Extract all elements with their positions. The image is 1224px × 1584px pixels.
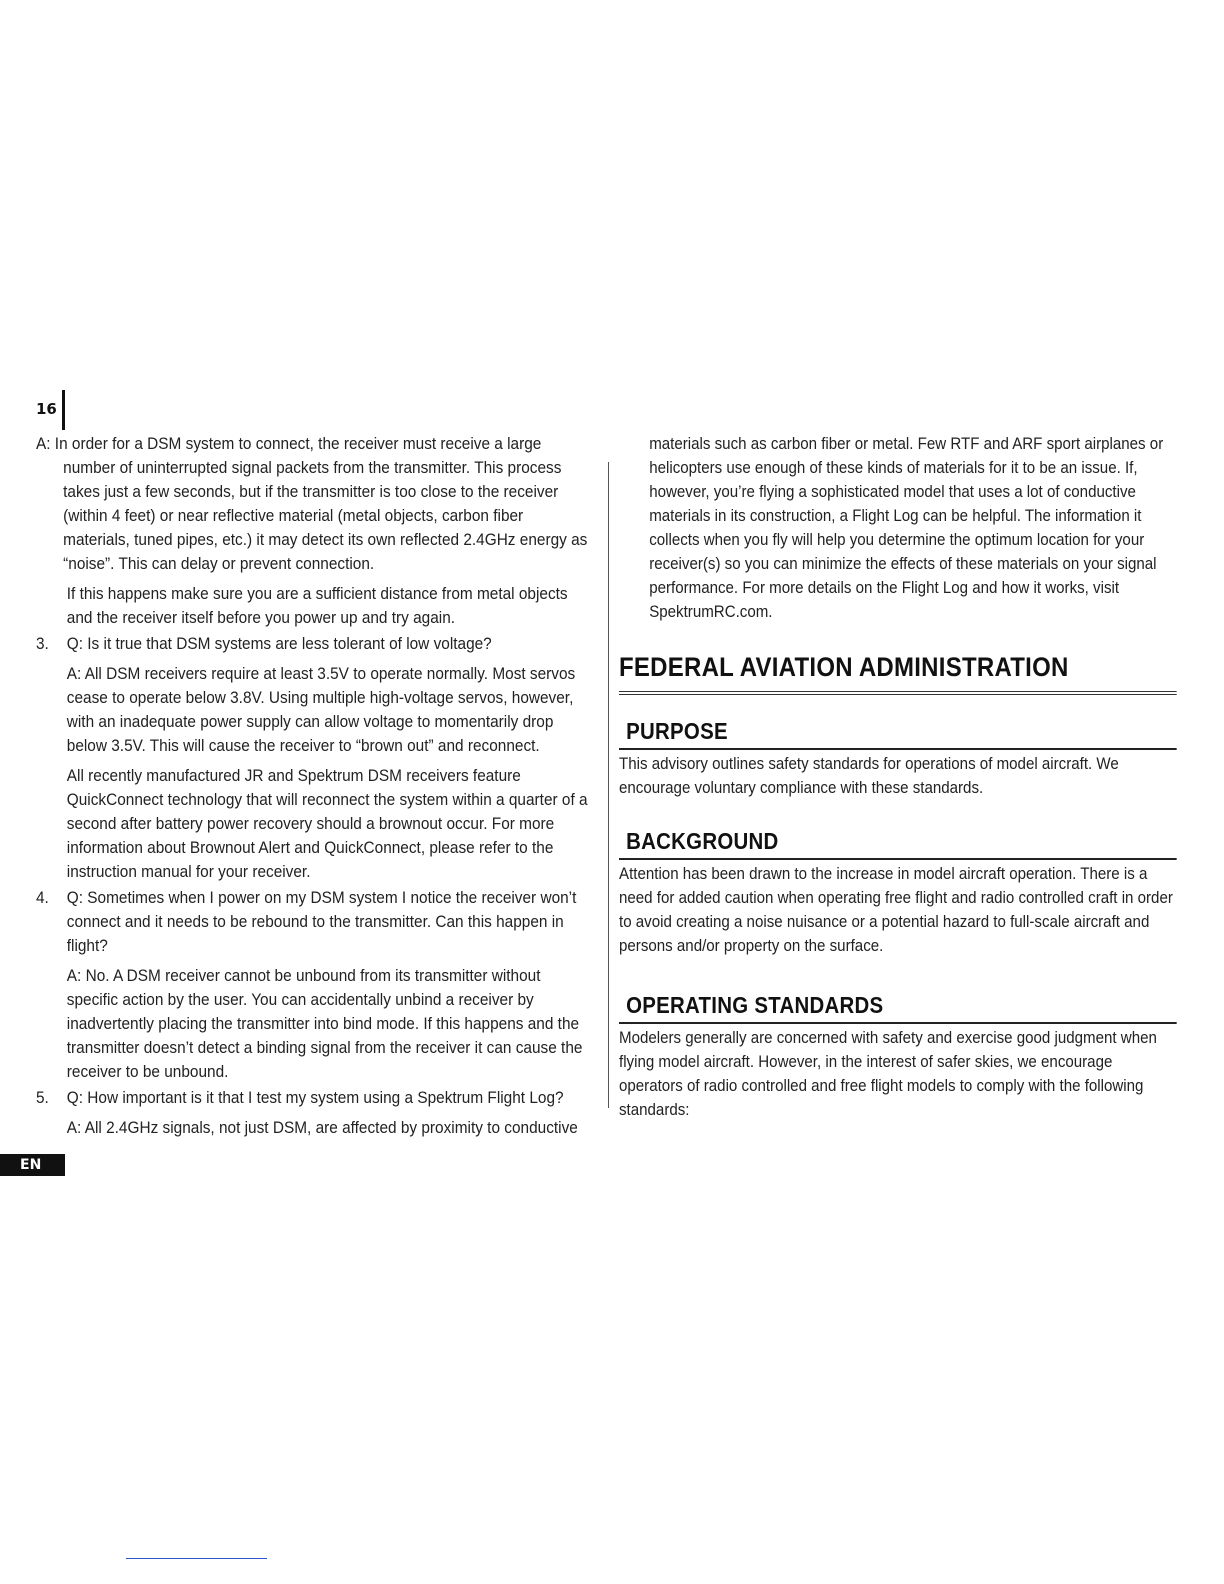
footer-link-underline bbox=[126, 1558, 267, 1559]
faq-question-4 bbox=[36, 886, 590, 958]
operating-standards-body: Modelers generally are concerned with safety and exercise good judgment when flying model aircraft. However, in the interest of safer skies, we encourage operators of radio controlled and free flight models to comply with the following standards: bbox=[619, 1028, 1157, 1119]
faq-question-text-5: Q: How important is it that I test my system using a Spektrum Flight Log? bbox=[66, 1088, 564, 1107]
left-column bbox=[36, 432, 590, 1140]
faq-answer-extra-3: All recently manufactured JR and Spektrum DSM receivers feature QuickConnect technology that will reconnect the system within a quarter of a second after battery power recovery should a brownout occur. For more information about Brownout Alert and QuickConnect, please refer to the instruction manual for your receiver. bbox=[66, 766, 588, 881]
purpose-heading: PURPOSE bbox=[619, 716, 1177, 750]
faa-heading: FEDERAL AVIATION ADMINISTRATION bbox=[619, 650, 1177, 692]
background-heading: BACKGROUND bbox=[619, 826, 1177, 860]
answer-intro: A: In order for a DSM system to connect, the receiver must receive a large number of uninterrupted signal packets from the transmitter. This process takes just a few seconds, but if the transmitter is too close to the receiver (within 4 feet) or near reflective material (metal objects, carbon fiber materials, tuned pipes, etc.) it may detect its own reflected 2.4GHz energy as “noise”. This can delay or prevent connection. bbox=[36, 434, 588, 573]
continued-answer-text: materials such as carbon fiber or metal. Few RTF and ARF sport airplanes or helicopters use enough of these kinds of materials for it to be an issue. If, however, you’re flying a sophisticated model that uses a lot of conductive materials in its construction, a Flight Log can be helpful. The information it collects when you fly will help you determine the optimum location for your receiver(s) so you can minimize the effects of these materials on your signal performance. For more details on the Flight Log and how it works, visit SpektrumRC.com. bbox=[649, 434, 1164, 621]
column-divider bbox=[608, 462, 609, 1108]
language-badge: EN bbox=[0, 1154, 65, 1176]
faq-number-4: 4. bbox=[36, 888, 49, 907]
faq-answer-4: A: No. A DSM receiver cannot be unbound from its transmitter without specific action by the user. You can accidentally unbind a receiver by inadvertently placing the transmitter into bind mode. If this happens and the transmitter doesn’t detect a binding signal from the receiver it can cause the receiver to be unbound. bbox=[66, 966, 583, 1081]
faq-answer-5: A: All 2.4GHz signals, not just DSM, are affected by proximity to conductive bbox=[66, 1118, 578, 1137]
operating-standards-heading: OPERATING STANDARDS bbox=[619, 990, 1177, 1024]
answer-intro-followup: If this happens make sure you are a sufficient distance from metal objects and the receiver itself before you power up and try again. bbox=[66, 584, 568, 627]
purpose-body: This advisory outlines safety standards for operations of model aircraft. We encourage voluntary compliance with these standards. bbox=[619, 754, 1119, 797]
faq-question-text-3: Q: Is it true that DSM systems are less tolerant of low voltage? bbox=[66, 634, 492, 653]
faq-question-3 bbox=[36, 632, 590, 656]
faq-number-3: 3. bbox=[36, 634, 49, 653]
right-column bbox=[619, 432, 1177, 1122]
faq-number-5: 5. bbox=[36, 1088, 49, 1107]
faq-question-5 bbox=[36, 1086, 590, 1110]
page-number: 16 bbox=[36, 400, 57, 418]
page-number-divider bbox=[62, 390, 65, 430]
faq-answer-3: A: All DSM receivers require at least 3.5V to operate normally. Most servos cease to operate below 3.8V. Using multiple high-voltage servos, however, with an inadequate power supply can allow voltage to momentarily drop below 3.5V. This will cause the receiver to “brown out” and reconnect. bbox=[66, 664, 576, 755]
background-body: Attention has been drawn to the increase in model aircraft operation. There is a need for added caution when operating free flight and radio controlled craft in order to avoid creating a noise nuisance or a potential hazard to full-scale aircraft and persons and/or property on the surface. bbox=[619, 864, 1173, 955]
faq-question-text-4: Q: Sometimes when I power on my DSM system I notice the receiver won’t connect and it needs to be rebound to the transmitter. Can this happen in flight? bbox=[66, 888, 577, 955]
